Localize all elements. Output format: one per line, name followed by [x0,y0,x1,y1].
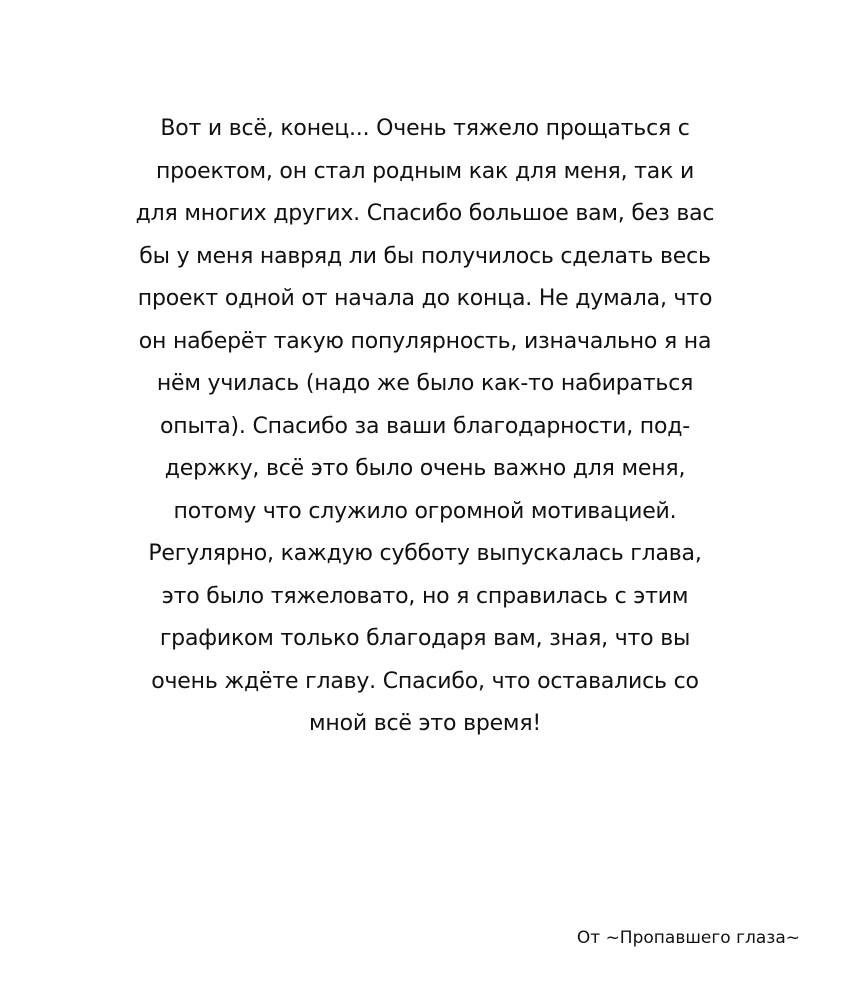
message-line-15: мной всё это время! [309,711,541,736]
author-signature: От ~Пропавшего глаза~ [576,928,800,948]
message-line-13: графиком только благодаря вам, зная, что вы [159,626,691,651]
message-line-11: Регулярно, каждую субботу выпускалась глава, [148,541,702,566]
message-line-5: проект одной от начала до конца. Не думала, что [137,286,713,311]
message-line-10: потому что служило огромной мотивацией. [173,498,677,524]
message-line-6: он наберёт такую популярность, изначально я на [138,328,712,354]
message-line-9: держку, всё это было очень важно для меня, [164,456,686,481]
message-line-14: очень ждёте главу. Спасибо, что оставались со [151,668,699,694]
message-line-3: для многих других. Спасибо большое вам, без вас [135,201,715,226]
message-line-7: нём училась (надо же было как-то набираться [156,371,694,396]
message-line-4: бы у меня навряд ли бы получилось сделать весь [139,243,711,269]
message-line-2: проектом, он стал родным как для меня, так и [155,158,695,184]
message-line-12: это было тяжеловато, но я справилась с этим [161,583,689,609]
farewell-message [40,108,810,746]
message-line-1: Вот и всё, конец... Очень тяжело прощаться с [160,116,690,141]
message-line-8: опыта). Спасибо за ваши благодарности, под- [160,413,690,439]
